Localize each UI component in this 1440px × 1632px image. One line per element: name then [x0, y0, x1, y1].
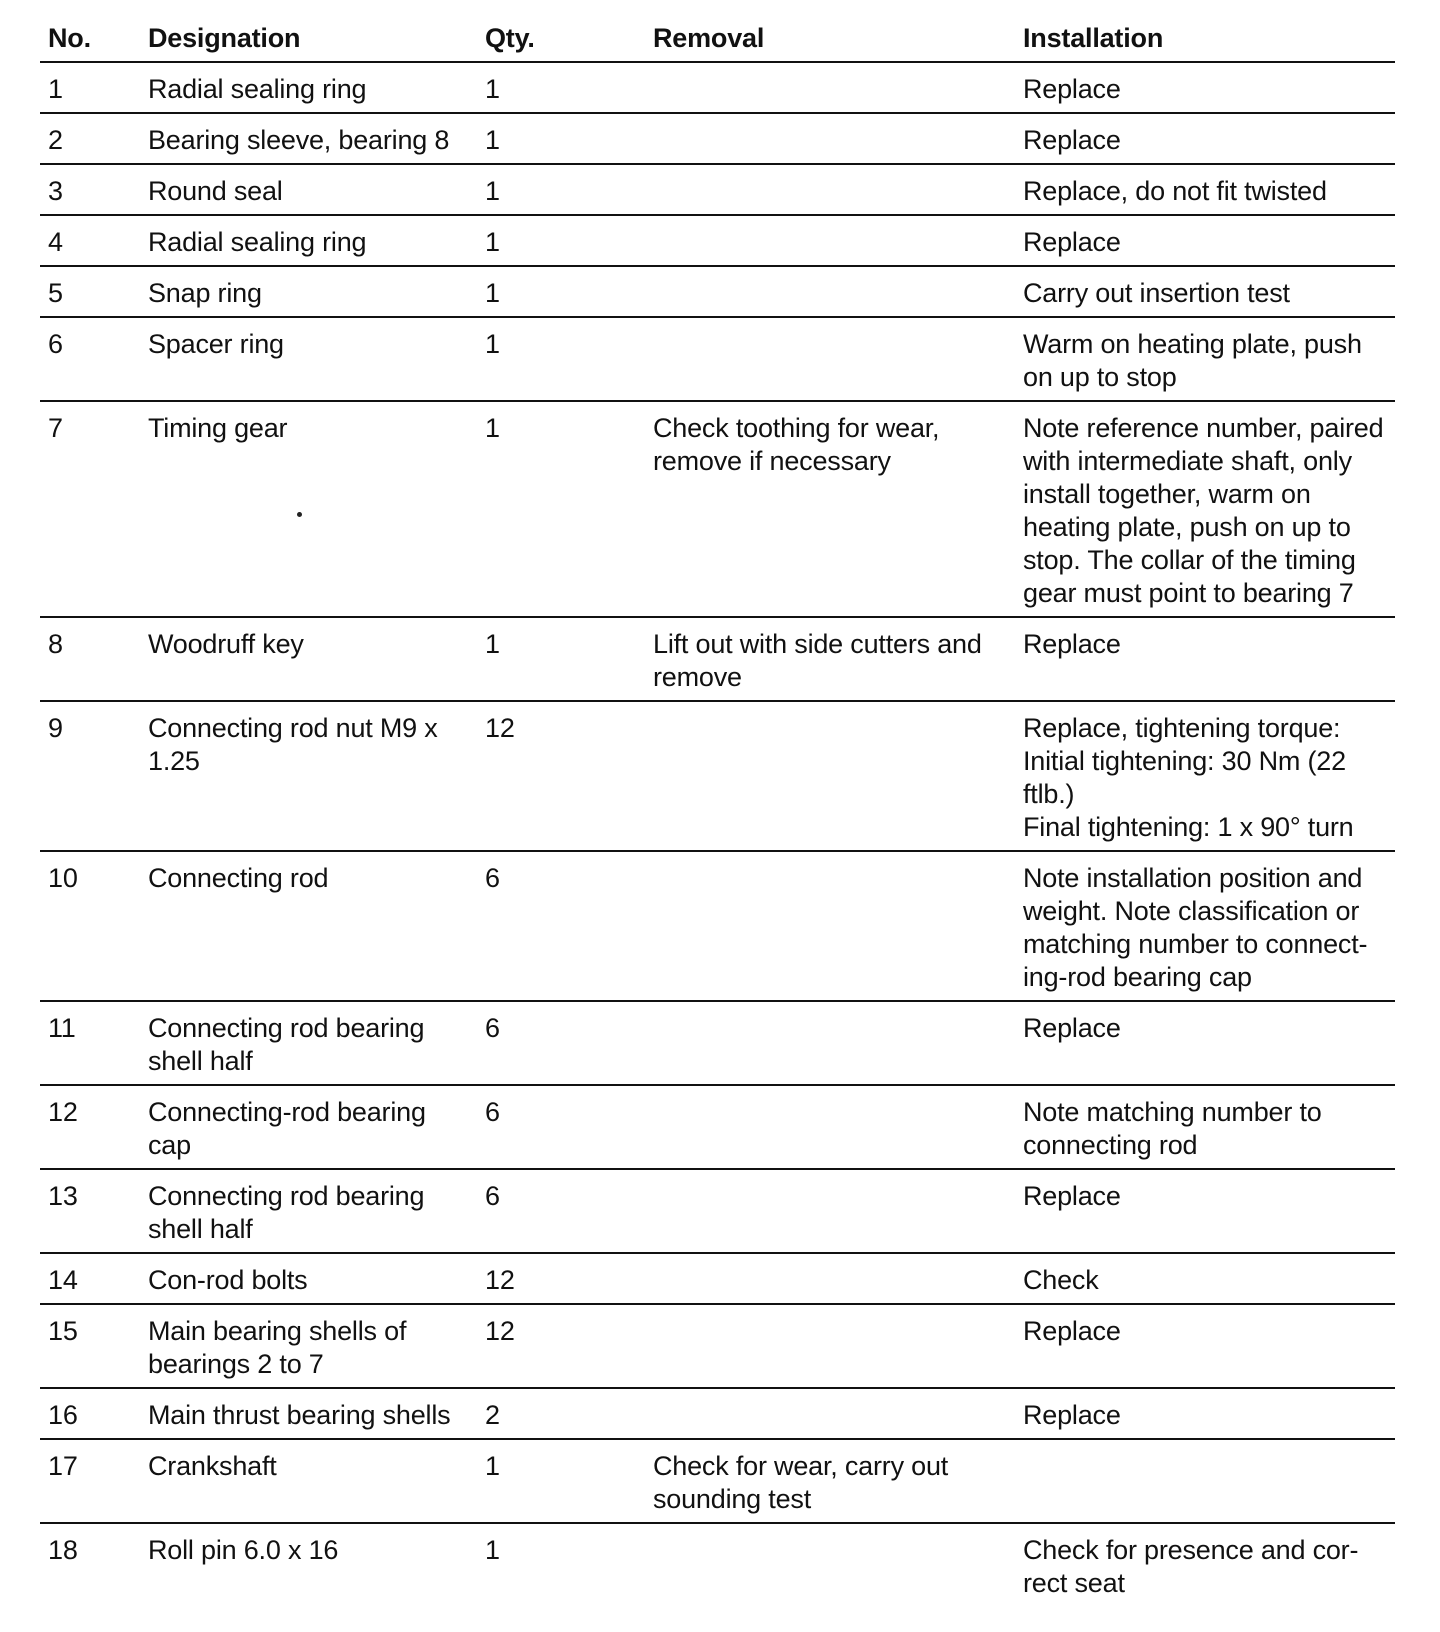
cell-removal	[645, 1169, 1015, 1253]
cell-installation: Replace	[1015, 113, 1395, 164]
table-row	[40, 1253, 1395, 1304]
cell-no: 2	[40, 113, 140, 164]
cell-no: 8	[40, 617, 140, 701]
cell-installation: Check for presence and cor-rect seat	[1023, 1535, 1359, 1598]
cell-qty: 6	[477, 851, 645, 1001]
cell-removal	[645, 113, 1015, 164]
cell-designation: Con-rod bolts	[140, 1253, 477, 1304]
cell-designation: Spacer ring	[140, 317, 477, 401]
cell-no: 15	[40, 1304, 140, 1388]
table-row	[40, 1001, 1395, 1085]
table-row	[40, 266, 1395, 317]
cell-no: 12	[40, 1085, 140, 1169]
cell-qty: 1	[477, 317, 645, 401]
cell-installation: Check	[1015, 1253, 1395, 1304]
cell-installation: Replace, do not fit twisted	[1015, 164, 1395, 215]
table-row	[40, 617, 1395, 701]
cell-designation: Connecting-rod bearing cap	[140, 1085, 477, 1169]
cell-no: 5	[40, 266, 140, 317]
cell-designation: Radial sealing ring	[140, 62, 477, 113]
cell-qty: 12	[477, 1304, 645, 1388]
cell-no: 1	[40, 62, 140, 113]
cell-designation: Timing gear	[140, 401, 477, 617]
cell-no: 14	[40, 1253, 140, 1304]
header-row	[40, 20, 1395, 62]
table-row	[40, 215, 1395, 266]
cell-qty: 1	[477, 401, 645, 617]
cell-installation: Warm on heating plate, push on up to stop	[1015, 317, 1395, 401]
cell-no: 18	[48, 1535, 78, 1565]
cell-designation: Main bearing shells of bearings 2 to 7	[140, 1304, 477, 1388]
cell-qty: 2	[477, 1388, 645, 1439]
parts-table	[40, 20, 1395, 1606]
cell-no: 3	[40, 164, 140, 215]
cell-qty: 6	[477, 1169, 645, 1253]
header-no: No.	[40, 20, 140, 62]
cell-removal	[645, 1253, 1015, 1304]
cell-removal	[645, 215, 1015, 266]
cell-designation: Woodruff key	[140, 617, 477, 701]
header-qty: Qty.	[477, 20, 645, 62]
table-row	[40, 1304, 1395, 1388]
cell-installation	[1015, 1439, 1395, 1523]
cell-removal	[645, 1388, 1015, 1439]
cell-installation: Replace	[1015, 62, 1395, 113]
cell-installation: Replace	[1015, 215, 1395, 266]
table-row	[40, 1169, 1395, 1253]
cell-removal: Check toothing for wear, remove if necessary	[645, 401, 1015, 617]
cell-removal	[645, 851, 1015, 1001]
cell-installation: Note matching number to connecting rod	[1015, 1085, 1395, 1169]
cell-installation: Replace, tightening torque: Initial tightening: 30 Nm (22 ftlb.) Final tightening: 1 x 90° turn	[1015, 701, 1395, 851]
cell-designation: Radial sealing ring	[140, 215, 477, 266]
table-row	[40, 1085, 1395, 1169]
header-designation: Designation	[140, 20, 477, 62]
cell-installation: Note reference number, paired with intermediate shaft, only install together, warm on heating plate, push on up to stop. The collar of the timing gear must point to bearing 7	[1015, 401, 1395, 617]
table-row	[40, 62, 1395, 113]
cell-designation: Connecting rod bearing shell half	[140, 1169, 477, 1253]
cell-qty: 6	[477, 1085, 645, 1169]
cell-removal	[645, 1304, 1015, 1388]
cell-installation: Replace	[1015, 1001, 1395, 1085]
stray-mark	[297, 512, 302, 517]
table-row	[40, 851, 1395, 1001]
table-header	[40, 20, 1395, 62]
cell-no: 16	[40, 1388, 140, 1439]
cell-removal	[645, 317, 1015, 401]
cell-designation: Round seal	[140, 164, 477, 215]
cell-installation: Replace	[1015, 617, 1395, 701]
header-installation: Installation	[1015, 20, 1395, 62]
cell-qty: 12	[477, 1253, 645, 1304]
table-body	[40, 62, 1395, 1606]
cell-designation: Connecting rod nut M9 x 1.25	[140, 701, 477, 851]
cell-qty: 1	[477, 617, 645, 701]
cell-installation: Replace	[1015, 1169, 1395, 1253]
table-row	[40, 1523, 1395, 1606]
cell-designation: Main thrust bearing shells	[140, 1388, 477, 1439]
cell-no: 10	[40, 851, 140, 1001]
parts-table-container	[40, 20, 1395, 1606]
cell-qty: 6	[477, 1001, 645, 1085]
cell-no: 9	[40, 701, 140, 851]
cell-qty: 1	[477, 164, 645, 215]
cell-designation: Crankshaft	[140, 1439, 477, 1523]
table-row	[40, 113, 1395, 164]
table-row	[40, 317, 1395, 401]
table-row	[40, 1439, 1395, 1523]
cell-no: 6	[40, 317, 140, 401]
cell-no: 7	[40, 401, 140, 617]
cell-installation: Replace	[1015, 1304, 1395, 1388]
cell-removal	[645, 1001, 1015, 1085]
table-row	[40, 701, 1395, 851]
cell-removal: Check for wear, carry out sounding test	[645, 1439, 1015, 1523]
cell-qty: 1	[477, 266, 645, 317]
cell-no: 4	[40, 215, 140, 266]
cell-removal	[645, 1085, 1015, 1169]
cell-no: 11	[40, 1001, 140, 1085]
cell-no: 13	[40, 1169, 140, 1253]
cell-installation: Carry out insertion test	[1015, 266, 1395, 317]
cell-removal	[645, 266, 1015, 317]
cell-designation: Roll pin 6.0 x 16	[148, 1535, 339, 1565]
cell-no: 17	[40, 1439, 140, 1523]
cell-qty: 1	[485, 1535, 500, 1565]
header-removal: Removal	[645, 20, 1015, 62]
table-row	[40, 401, 1395, 617]
cell-designation: Connecting rod	[140, 851, 477, 1001]
cell-removal	[645, 1523, 1015, 1606]
cell-qty: 12	[477, 701, 645, 851]
cell-removal	[645, 164, 1015, 215]
cell-designation: Connecting rod bearing shell half	[140, 1001, 477, 1085]
cell-installation: Note installation position and weight. Note classification or matching number to connect-ing-rod bearing cap	[1015, 851, 1395, 1001]
cell-designation: Bearing sleeve, bearing 8	[140, 113, 477, 164]
cell-removal: Lift out with side cutters and remove	[645, 617, 1015, 701]
cell-qty: 1	[477, 215, 645, 266]
cell-removal	[645, 701, 1015, 851]
cell-qty: 1	[477, 1439, 645, 1523]
cell-designation: Snap ring	[140, 266, 477, 317]
table-row	[40, 164, 1395, 215]
cell-removal	[645, 62, 1015, 113]
cell-installation: Replace	[1015, 1388, 1395, 1439]
cell-qty: 1	[477, 113, 645, 164]
cell-qty: 1	[477, 62, 645, 113]
table-row	[40, 1388, 1395, 1439]
